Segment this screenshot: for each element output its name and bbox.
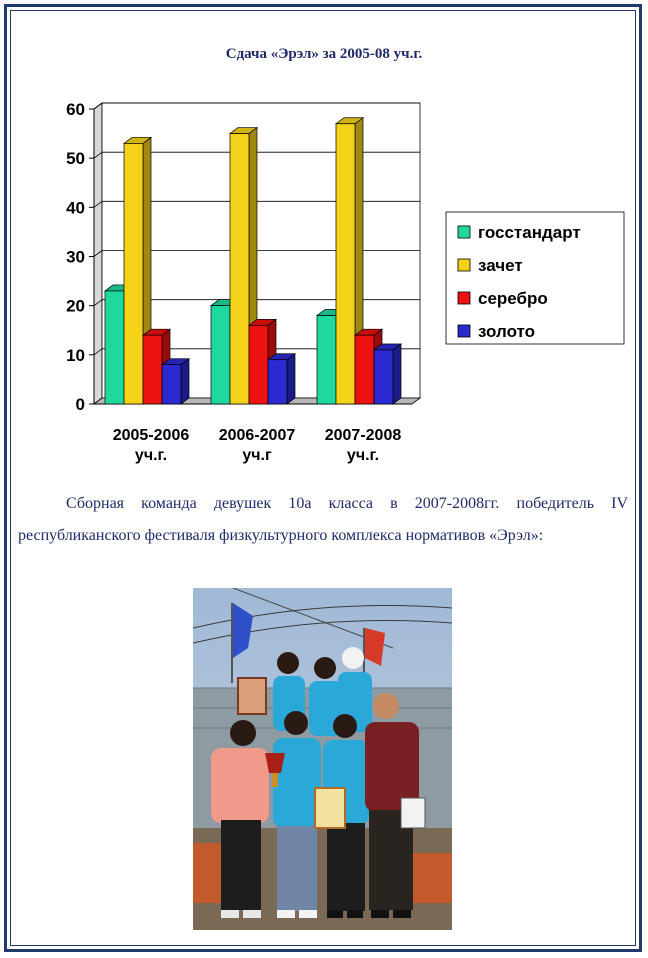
x-tick-label: уч.г. xyxy=(346,447,380,464)
legend-swatch xyxy=(458,259,470,271)
bar xyxy=(143,335,162,404)
y-tick-label: 40 xyxy=(66,198,85,218)
y-tick-label: 60 xyxy=(66,100,85,119)
bar xyxy=(317,316,336,405)
team-photo xyxy=(193,588,452,930)
team-photo-image xyxy=(193,588,452,930)
x-tick-label: 2006-2007 xyxy=(218,427,296,444)
y-tick-label: 0 xyxy=(75,395,85,414)
bar xyxy=(162,365,181,404)
legend-label: зачет xyxy=(478,256,523,275)
bar xyxy=(230,134,249,404)
bar-side xyxy=(181,359,189,404)
y-tick-label: 30 xyxy=(66,247,85,267)
x-tick-label: уч.г. xyxy=(134,447,168,464)
bar-side xyxy=(287,354,295,404)
legend-label: золото xyxy=(478,322,536,341)
x-tick-label: уч.г xyxy=(242,447,272,464)
y-tick-label: 10 xyxy=(66,345,85,365)
bar xyxy=(211,306,230,404)
legend-label: серебро xyxy=(478,289,548,308)
bar-side xyxy=(393,344,401,404)
x-tick-label: 2005-2006 xyxy=(112,427,190,444)
bar xyxy=(336,124,355,404)
legend-swatch xyxy=(458,325,470,337)
chart-title: Сдача «Эрэл» за 2005-08 уч.г. xyxy=(225,46,423,62)
bar xyxy=(124,143,143,404)
y-tick-label: 50 xyxy=(66,149,85,169)
x-tick-label: 2007-2008 xyxy=(324,427,402,444)
bar xyxy=(105,291,124,404)
legend-swatch xyxy=(458,226,470,238)
bar-chart xyxy=(40,88,630,473)
legend-swatch xyxy=(458,292,470,304)
y-tick-label: 20 xyxy=(66,296,85,316)
bar xyxy=(268,360,287,404)
legend-label: госстандарт xyxy=(478,223,581,242)
caption-paragraph: Сборная команда девушек 10а класса в 2007-2008гг. победитель IV республиканского фестиваля физкультурного комплекса нормативов «Эрэл»: xyxy=(18,495,628,544)
bar xyxy=(355,335,374,404)
bar xyxy=(374,350,393,404)
bar xyxy=(249,325,268,404)
